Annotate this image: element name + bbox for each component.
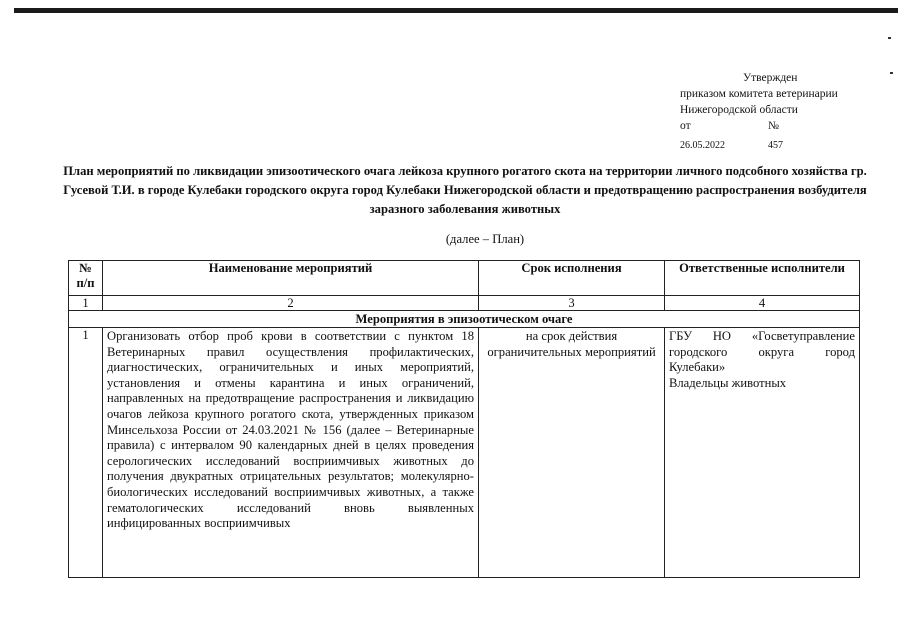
plan-table: [68, 260, 860, 578]
document-title: План мероприятий по ликвидации эпизоотического очага лейкоза крупного рогатого скота на территории личного подсобного хозяйства гр. Гусевой Т.И. в городе Кулебаки городского округа город Кулебаки Нижегородской области и предотвращению распространения возбудителя заразного заболевания животных: [63, 164, 867, 216]
row-description: Организовать отбор проб крови в соответствии с пунктом 18 Ветеринарных правил осуществления профилактических, диагностических, ограничительных и иных мероприятий, установления и отмены карантина и иных ограничений, направленных на предотвращение распространения и ликвидацию очагов лейкоза крупного рогатого скота, утвержденных приказом Минсельхоза России от 24.03.2021 № 156 (далее – Ветеринарные правила) с интервалом 90 календарных дней в целях проведения серологических исследований восприимчивых животных до получения двукратных отрицательных результатов; молекулярно-биологических исследований восприимчивых животных, а также гематологических исследований вновь выявленных инфицированных восприимчивых: [103, 328, 479, 578]
table-row: [69, 328, 860, 578]
approval-title: Утвержден: [743, 72, 798, 84]
approval-line-1: приказом комитета ветеринарии: [680, 88, 838, 100]
table-header-row: [69, 261, 860, 296]
header-activity: Наименование мероприятий: [103, 261, 479, 296]
column-number: 3: [479, 296, 665, 311]
column-number: 2: [103, 296, 479, 311]
approval-values: [680, 138, 880, 154]
approval-block: [680, 70, 880, 154]
approval-date: 26.05.2022: [680, 140, 725, 151]
approval-labels: [680, 118, 880, 134]
row-executors: [665, 328, 860, 578]
row-term: на срок действия ограничительных мероприятий: [479, 328, 665, 578]
column-number: 1: [69, 296, 103, 311]
approval-from-label: от: [680, 120, 691, 132]
executor-organization: ГБУ НО «Госветуправление городского округа город Кулебаки»: [669, 329, 855, 375]
top-border-line: [14, 8, 898, 13]
section-row: [69, 311, 860, 328]
approval-number: 457: [768, 140, 783, 151]
scan-speck: [888, 37, 891, 39]
scan-speck: [890, 72, 893, 74]
approval-number-label: №: [768, 120, 779, 132]
header-num: № п/п: [69, 261, 103, 296]
document-subtitle: (далее – План): [445, 232, 525, 246]
section-title: Мероприятия в эпизоотическом очаге: [69, 311, 860, 328]
header-executors: Ответственные исполнители: [665, 261, 860, 296]
row-number: 1: [69, 328, 103, 578]
executor-owner: Владельцы животных: [669, 375, 787, 390]
column-number-row: [69, 296, 860, 311]
approval-line-2: Нижегородской области: [680, 104, 798, 116]
column-number: 4: [665, 296, 860, 311]
header-term: Срок исполнения: [479, 261, 665, 296]
